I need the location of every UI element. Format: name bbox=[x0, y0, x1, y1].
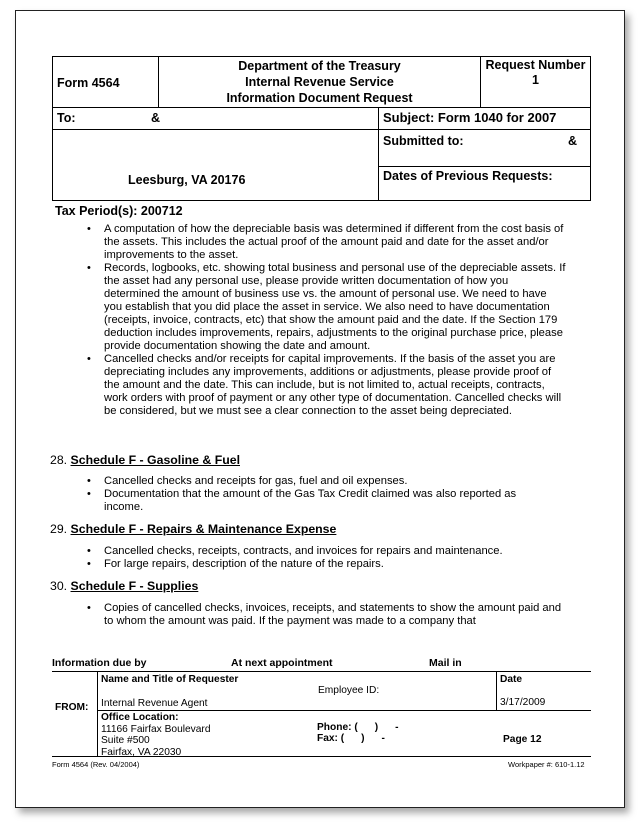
list-item: • Cancelled checks, receipts, contracts, and invoices for repairs and maintenance. bbox=[57, 545, 567, 558]
office-address-line: Fairfax, VA 22030 bbox=[101, 746, 182, 758]
intro-bullet-list bbox=[57, 223, 567, 418]
list-item: • Cancelled checks and receipts for gas, fuel and oil expenses. bbox=[57, 475, 557, 488]
agency-line: Internal Revenue Service bbox=[245, 75, 394, 89]
divider bbox=[97, 710, 591, 711]
divider bbox=[378, 166, 590, 167]
employee-id-label: Employee ID: bbox=[318, 685, 380, 696]
list-item: • Copies of cancelled checks, invoices, receipts, and statements to show the amount paid and to whom the amount was paid. If the payment was made to a company that bbox=[57, 602, 567, 628]
agency-block bbox=[159, 58, 480, 106]
previous-requests-label: Dates of Previous Requests: bbox=[383, 169, 553, 183]
section-28-list bbox=[57, 475, 557, 514]
request-number-block bbox=[481, 58, 590, 88]
list-item: • For large repairs, description of the nature of the repairs. bbox=[57, 558, 567, 571]
list-item: • A computation of how the depreciable basis was determined if different from the cost basis of the assets. This includes the actual proof of the amount paid and date for the asset and/or improvements to the asset. bbox=[57, 223, 567, 262]
section-number: 30. bbox=[50, 579, 68, 593]
fax-label: Fax: ( ) - bbox=[317, 733, 385, 744]
date-value: 3/17/2009 bbox=[500, 697, 546, 708]
divider bbox=[97, 671, 98, 756]
tax-period: Tax Period(s): 200712 bbox=[55, 204, 183, 218]
divider bbox=[378, 129, 590, 130]
requester-label: Name and Title of Requester bbox=[101, 674, 239, 685]
submitted-ampersand: & bbox=[568, 134, 578, 148]
section-number: 28. bbox=[50, 453, 68, 467]
section-title: Schedule F - Gasoline & Fuel bbox=[70, 453, 240, 467]
office-label: Office Location: bbox=[101, 712, 179, 723]
list-item: • Records, logbooks, etc. showing total business and personal use of the depreciable assets. If the asset had any personal use, please provide written documentation of how you determined the amount of business use vs. the amount of personal use. We need to have you establish that you did place the asset in service. We also need to have documentation (receipts, invoice, contracts, etc) that show the amount paid and the date. If the Section 179 deduction includes improvements, repairs, adjustments to the original purchase price, please provide documentation showing the date and amount. bbox=[57, 262, 567, 353]
address-city: Leesburg, VA 20176 bbox=[128, 173, 246, 187]
agency-line: Information Document Request bbox=[226, 91, 413, 105]
divider bbox=[53, 107, 590, 108]
submitted-to-label: Submitted to: bbox=[383, 134, 464, 148]
section-30-heading bbox=[50, 579, 198, 593]
office-location-block bbox=[101, 712, 210, 758]
to-label: To: bbox=[57, 111, 76, 125]
form-revision: Form 4564 (Rev. 04/2004) bbox=[52, 760, 140, 769]
list-item: • Documentation that the amount of the Gas Tax Credit claimed was also reported as income. bbox=[57, 488, 557, 514]
request-number-label: Request Number bbox=[485, 58, 586, 72]
form-label: Form 4564 bbox=[57, 76, 120, 90]
mail-in: Mail in bbox=[429, 657, 462, 669]
agency-line: Department of the Treasury bbox=[238, 59, 401, 73]
request-number: 1 bbox=[532, 73, 539, 87]
requester-title: Internal Revenue Agent bbox=[101, 698, 208, 709]
workpaper-number: Workpaper #: 610-1.12 bbox=[508, 760, 585, 769]
to-ampersand: & bbox=[151, 111, 161, 125]
divider bbox=[378, 107, 379, 200]
subject: Subject: Form 1040 for 2007 bbox=[383, 110, 557, 125]
info-due-label: Information due by bbox=[52, 657, 147, 669]
from-label: FROM: bbox=[55, 702, 89, 713]
at-next-appointment: At next appointment bbox=[231, 657, 333, 669]
section-30-list bbox=[57, 602, 567, 628]
section-title: Schedule F - Repairs & Maintenance Expense bbox=[70, 522, 337, 536]
divider bbox=[52, 671, 591, 672]
request-header-table bbox=[52, 56, 591, 201]
page-number: Page 12 bbox=[503, 734, 542, 745]
office-address-line: Suite #500 bbox=[101, 735, 150, 746]
divider bbox=[53, 129, 378, 130]
office-address-line: 11166 Fairfax Boulevard bbox=[101, 723, 211, 735]
section-title: Schedule F - Supplies bbox=[70, 579, 199, 593]
date-label: Date bbox=[500, 674, 523, 685]
divider bbox=[496, 671, 497, 710]
section-28-heading bbox=[50, 453, 240, 467]
list-item: • Cancelled checks and/or receipts for capital improvements. If the basis of the asset you are depreciating includes any improvements, additions or adjustments, please provide proof of the amount and the date. This can include, but is not limited to, actual receipts, contracts, work orders with proof of payment or any other type of documentation. Cancelled checks will be considered, but we must see a clear connection to the asset being depreciated. bbox=[57, 353, 567, 418]
section-number: 29. bbox=[50, 522, 68, 536]
phone-label: Phone: ( ) - bbox=[317, 722, 399, 733]
section-29-heading bbox=[50, 522, 336, 536]
section-29-list bbox=[57, 545, 567, 571]
